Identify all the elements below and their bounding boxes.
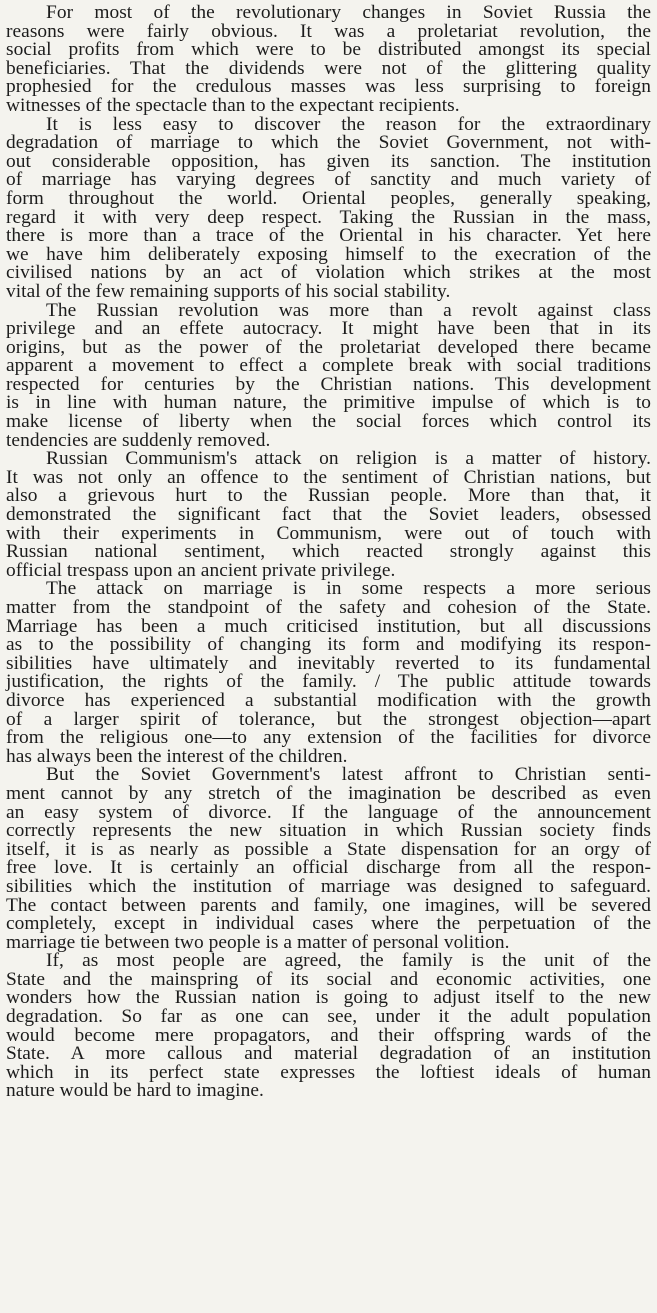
paragraph — [6, 450, 651, 580]
text-line: prophesied for the credulous masses was less surprising to foreign — [6, 76, 651, 98]
paragraph — [6, 952, 651, 1101]
text-line: would become mere propagators, and their offspring wards of the — [6, 1024, 651, 1046]
text-line: apparent a movement to effect a complete break with social traditions — [6, 355, 651, 377]
text-line: matter from the standpoint of the safety and cohesion of the State. — [6, 597, 651, 618]
text-line: which in its perfect state expresses the loftiest ideals of human — [6, 1061, 651, 1083]
text-line: official trespass upon an ancient private privilege. — [6, 559, 396, 581]
text-line: we have him deliberately exposing himself to the execration of the — [6, 243, 651, 265]
paragraph — [6, 4, 651, 116]
text-line: demonstrated the significant fact that the Soviet leaders, obsessed — [6, 504, 651, 526]
text-line: witnesses of the spectacle than to the expectant recipients. — [6, 94, 460, 116]
text-line: divorce has experienced a substantial modification with the growth — [6, 689, 651, 711]
text-line: an easy system of divorce. If the language of the announcement — [6, 801, 651, 823]
text-line: wonders how the Russian nation is going to adjust itself to the new — [6, 987, 651, 1009]
text-line: regard it with very deep respect. Taking the Russian in the mass, — [6, 206, 651, 228]
text-line: form throughout the world. Oriental peoples, generally speaking, — [6, 187, 651, 209]
paragraph — [6, 580, 651, 766]
text-line: as to the possibility of changing its form and modifying its respon- — [6, 634, 651, 656]
text-line: Russian Communism's attack on religion is a matter of history. — [46, 448, 651, 470]
text-line: of marriage has varying degrees of sanctity and much variety of — [6, 169, 651, 191]
text-line: It was not only an offence to the sentiment of Christian nations, but — [6, 466, 651, 488]
text-line: Russian national sentiment, which reacted strongly against this — [6, 541, 651, 563]
paragraph — [6, 766, 651, 952]
text-line: sibilities have ultimately and inevitably reverted to its fundamental — [6, 652, 651, 674]
text-line: itself, it is as nearly as possible a State dispensation for an orgy of — [6, 838, 651, 860]
text-line: justification, the rights of the family. / The public attitude towards — [6, 671, 651, 693]
text-line: correctly represents the new situation in which Russian society finds — [6, 820, 651, 842]
text-line: make license of liberty when the social forces which control its — [6, 411, 651, 433]
paragraph — [6, 113, 651, 302]
text-line: privilege and an effete autocracy. It might have been that in its — [6, 318, 651, 340]
text-line: of a larger spirit of tolerance, but the strongest objection—apart — [6, 708, 651, 730]
text-line: But the Soviet Government's latest affront to Christian senti- — [46, 764, 651, 786]
text-line: beneficiaries. That the dividends were not of the glittering quality — [6, 57, 651, 79]
text-line: civilised nations by an act of violation which strikes at the most — [6, 262, 651, 284]
article-body — [6, 4, 651, 1101]
text-line: is in line with human nature, the primitive impulse of which is to — [6, 392, 651, 414]
text-line: respected for centuries by the Christian nations. This development — [6, 373, 651, 395]
text-line: It is less easy to discover the reason for the extraordinary — [46, 113, 651, 135]
paragraph — [6, 299, 651, 451]
text-line: reasons were fairly obvious. It was a proletariat revolution, the — [6, 20, 651, 42]
text-line: tendencies are suddenly removed. — [6, 429, 271, 451]
text-line: ment cannot by any stretch of the imagination be described as even — [6, 782, 651, 804]
text-line: For most of the revolutionary changes in Soviet Russia the — [46, 2, 651, 23]
text-line: State. A more callous and material degradation of an institution — [6, 1043, 651, 1065]
text-line: State and the mainspring of its social and economic activities, one — [6, 968, 651, 990]
text-line: degradation of marriage to which the Soviet Government, not with- — [6, 132, 651, 154]
text-line: out considerable opposition, has given its sanction. The institution — [6, 150, 651, 172]
text-line: If, as most people are agreed, the family is the unit of the — [46, 950, 651, 972]
text-line: completely, except in individual cases where the perpetuation of the — [6, 913, 651, 935]
text-line: free love. It is certainly an official discharge from all the respon- — [6, 857, 651, 879]
text-line: Marriage has been a much criticised institution, but all discussions — [6, 615, 651, 637]
text-line: vital of the few remaining supports of his social stability. — [6, 280, 451, 302]
text-line: The Russian revolution was more than a revolt against class — [46, 299, 651, 321]
text-line: nature would be hard to imagine. — [6, 1080, 264, 1102]
text-line: marriage tie between two people is a matter of personal volition. — [6, 931, 510, 953]
text-line: from the religious one—to any extension of the facilities for divorce — [6, 727, 651, 749]
text-line: The attack on marriage is in some respects a more serious — [46, 578, 651, 600]
text-line: sibilities which the institution of marriage was designed to safeguard. — [6, 875, 651, 897]
text-line: also a grievous hurt to the Russian people. More than that, it — [6, 485, 651, 507]
text-line: has always been the interest of the children. — [6, 745, 348, 767]
text-line: degradation. So far as one can see, under it the adult population — [6, 1006, 651, 1028]
text-line: origins, but as the power of the proletariat developed there became — [6, 336, 651, 358]
text-line: there is more than a trace of the Oriental in his character. Yet here — [6, 225, 651, 247]
text-line: with their experiments in Communism, were out of touch with — [6, 522, 651, 544]
text-line: The contact between parents and family, one imagines, will be severed — [6, 894, 651, 916]
text-line: social profits from which were to be distributed amongst its special — [6, 39, 651, 61]
